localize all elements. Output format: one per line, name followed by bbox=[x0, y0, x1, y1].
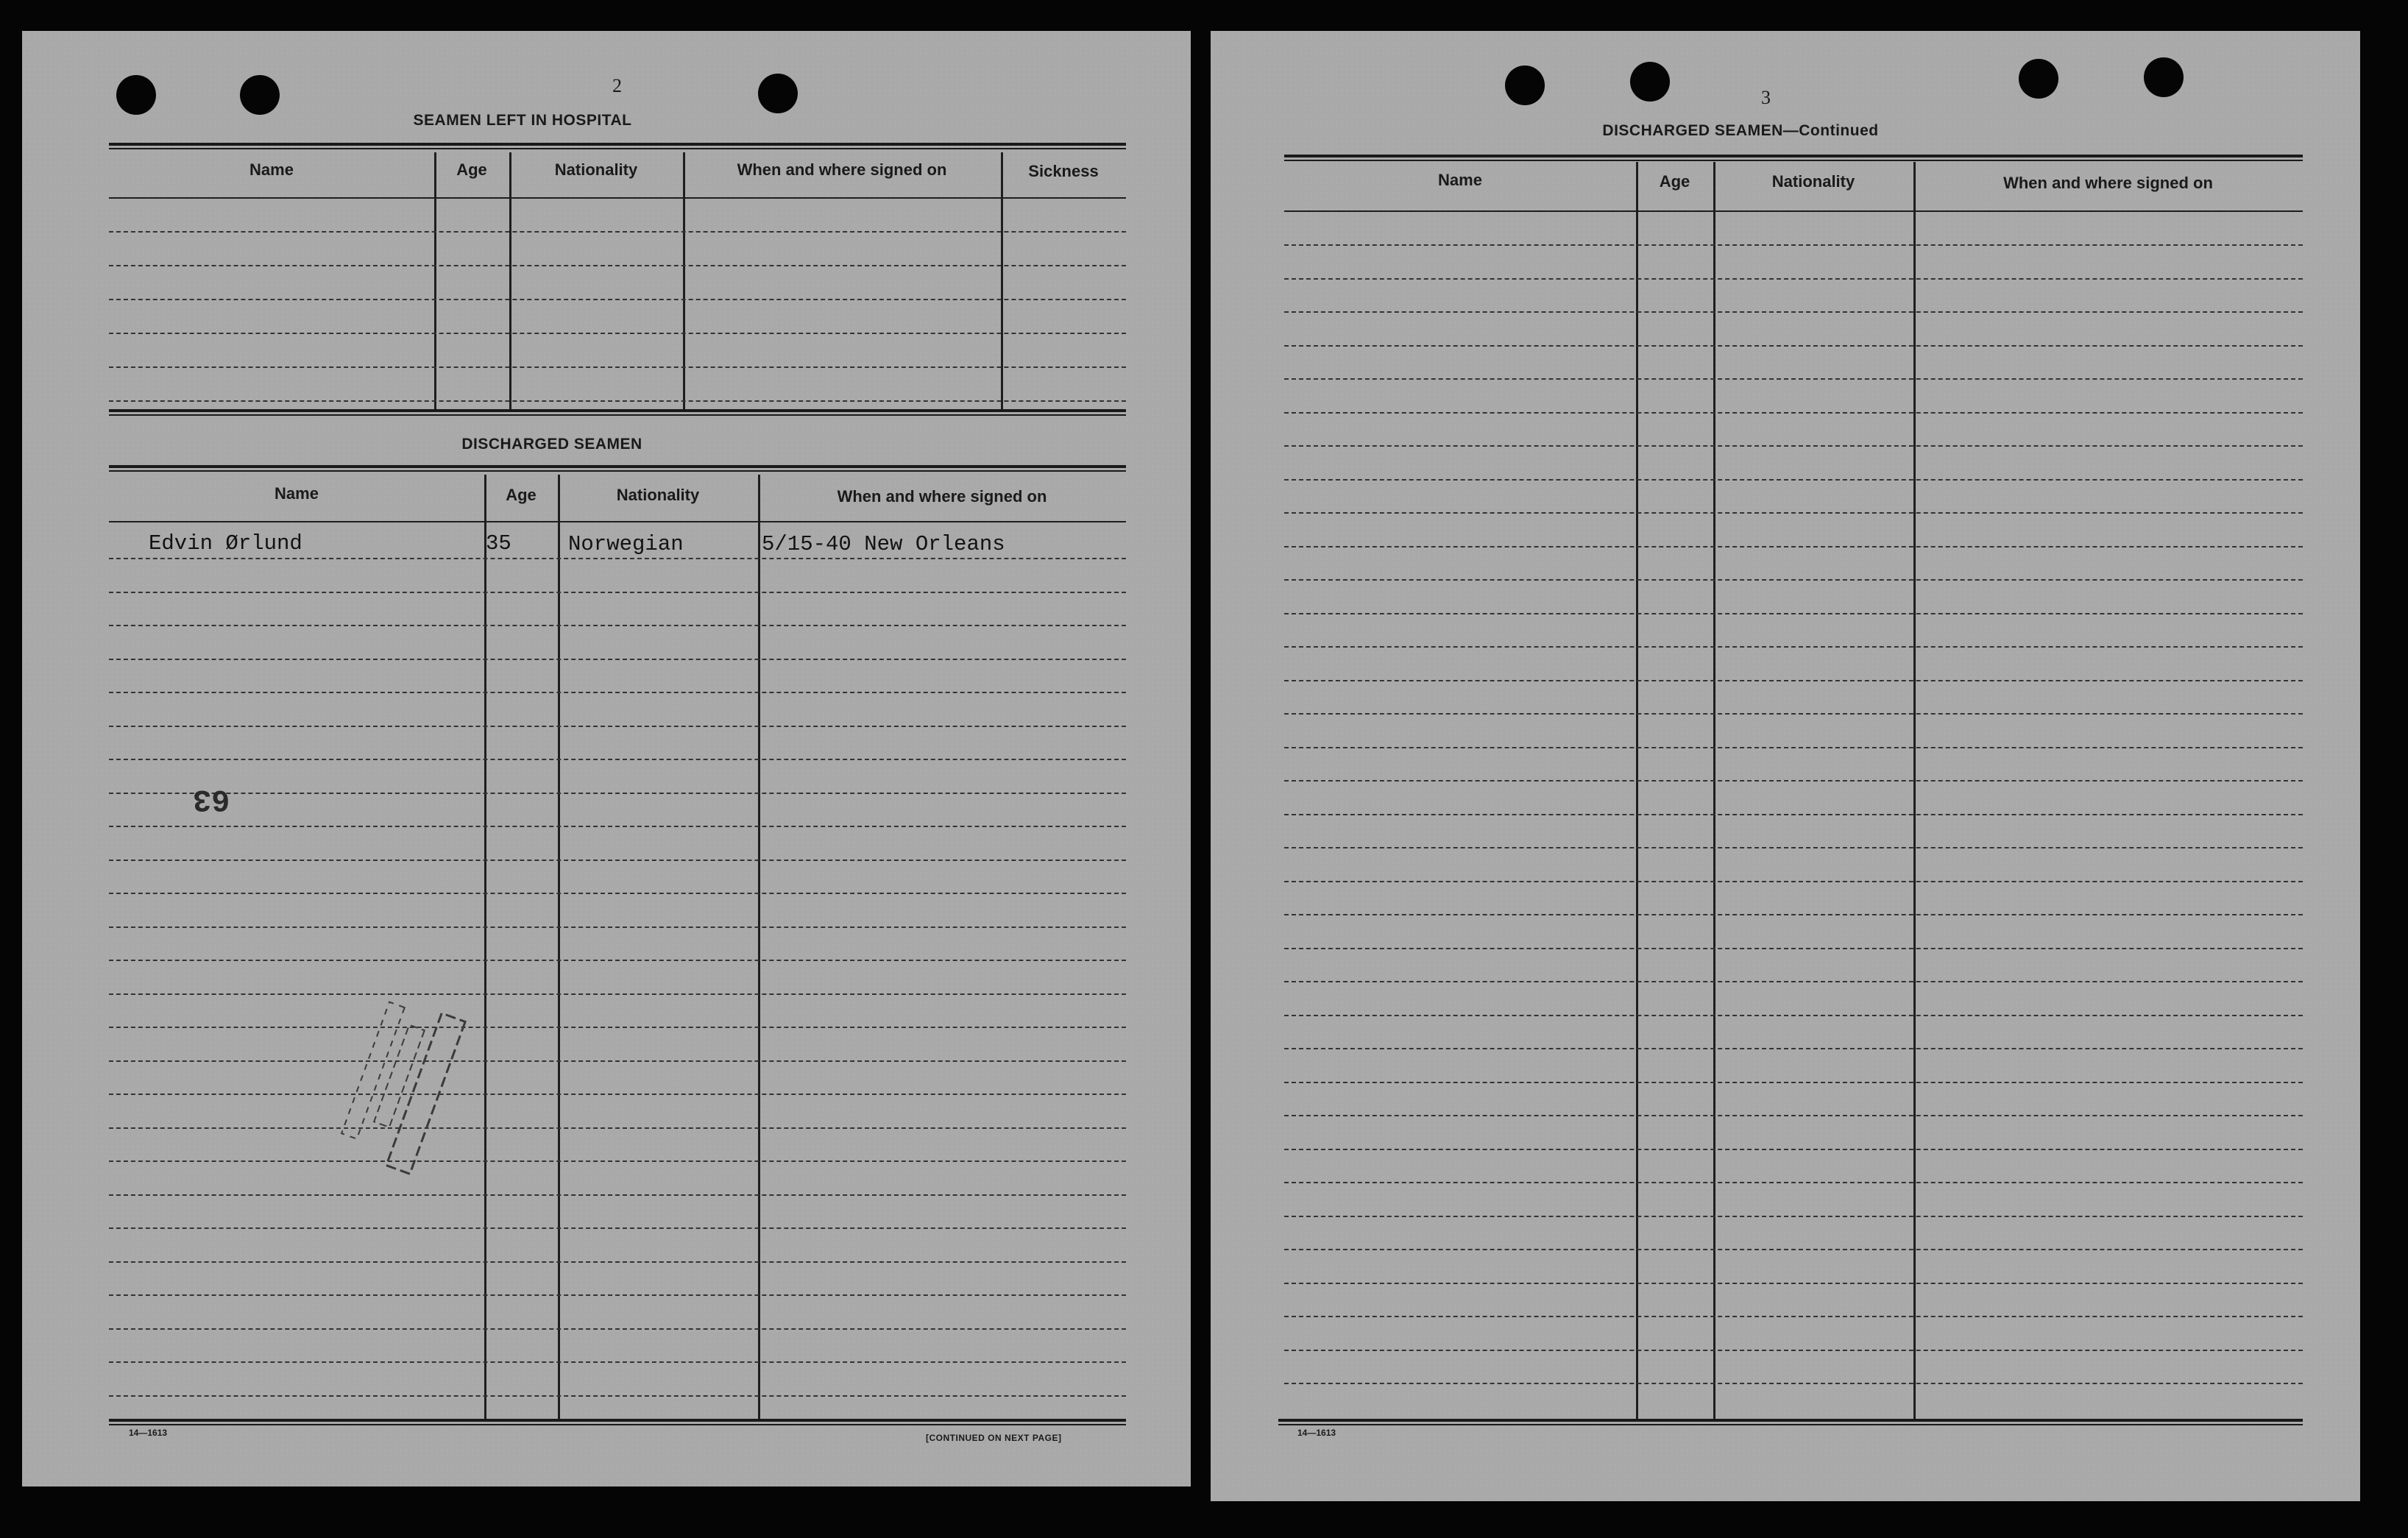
column-divider bbox=[758, 475, 760, 1419]
row-line bbox=[1284, 1082, 2303, 1083]
row-line bbox=[109, 366, 1126, 368]
row-line bbox=[109, 860, 1126, 861]
discharged-header-rule bbox=[109, 465, 1126, 472]
row-line bbox=[109, 926, 1126, 928]
row-line bbox=[1284, 981, 2303, 982]
column-header-name: Name bbox=[249, 160, 294, 179]
row-line bbox=[1284, 278, 2303, 280]
punch-hole bbox=[1630, 62, 1670, 102]
punch-hole bbox=[2144, 57, 2184, 97]
continued-note: [CONTINUED ON NEXT PAGE] bbox=[926, 1433, 1062, 1443]
row-line bbox=[1284, 646, 2303, 648]
row-line bbox=[109, 400, 1126, 402]
discharged-section-title: DISCHARGED SEAMEN bbox=[461, 436, 642, 453]
form-number: 14—1613 bbox=[1297, 1428, 1336, 1438]
right-page bbox=[1211, 31, 2360, 1501]
column-header-nationality: Nationality bbox=[1771, 172, 1855, 191]
header-bottom bbox=[1284, 210, 2303, 212]
hospital-header-rule bbox=[109, 143, 1126, 149]
row-line bbox=[1284, 412, 2303, 414]
row-line bbox=[1284, 881, 2303, 882]
row-line bbox=[1284, 713, 2303, 715]
row-line bbox=[109, 993, 1126, 995]
row-line bbox=[109, 826, 1126, 827]
hospital-section-title: SEAMEN LEFT IN HOSPITAL bbox=[413, 112, 632, 129]
hospital-bottom-rule bbox=[109, 409, 1126, 416]
row-line bbox=[109, 960, 1126, 961]
continued-section-title-main: DISCHARGED SEAMEN bbox=[1602, 122, 1783, 139]
column-header-signed-on: When and where signed on bbox=[2003, 174, 2213, 192]
row-line bbox=[109, 1328, 1126, 1330]
entry-signed-on: 5/15-40 New Orleans bbox=[762, 532, 1005, 556]
column-header-signed-on: When and where signed on bbox=[837, 487, 1047, 506]
row-line bbox=[109, 1027, 1126, 1028]
row-line bbox=[1284, 1283, 2303, 1284]
row-line bbox=[109, 1294, 1126, 1296]
row-line bbox=[109, 793, 1126, 794]
row-line bbox=[109, 726, 1126, 727]
entry-name: Edvin Ørlund bbox=[149, 531, 302, 556]
row-line bbox=[1284, 1015, 2303, 1016]
row-line bbox=[1284, 1048, 2303, 1049]
column-header-name: Name bbox=[1438, 171, 1482, 189]
header-rule bbox=[1284, 155, 2303, 161]
row-line bbox=[1284, 680, 2303, 681]
row-line bbox=[1284, 1149, 2303, 1150]
row-line bbox=[1284, 613, 2303, 614]
row-line bbox=[1284, 378, 2303, 380]
row-line bbox=[1284, 1316, 2303, 1317]
row-line bbox=[109, 231, 1126, 233]
row-line bbox=[1284, 512, 2303, 514]
row-line bbox=[1284, 948, 2303, 949]
row-line bbox=[1284, 1350, 2303, 1351]
entry-age: 35 bbox=[486, 531, 511, 556]
column-divider bbox=[1913, 162, 1916, 1420]
punch-hole bbox=[758, 74, 798, 113]
row-line bbox=[109, 299, 1126, 300]
bottom-rule bbox=[1278, 1419, 2303, 1425]
row-line bbox=[109, 333, 1126, 334]
row-line bbox=[109, 625, 1126, 626]
column-header-name: Name bbox=[275, 484, 319, 503]
row-line bbox=[109, 1160, 1126, 1162]
row-line bbox=[1284, 847, 2303, 848]
received-stamp bbox=[316, 976, 478, 1191]
stamp-number: 63 bbox=[193, 782, 230, 817]
punch-hole bbox=[1505, 65, 1545, 105]
column-header-nationality: Nationality bbox=[616, 486, 700, 504]
row-line bbox=[109, 1395, 1126, 1397]
row-line bbox=[1284, 345, 2303, 347]
punch-hole bbox=[240, 75, 280, 115]
continued-section-title bbox=[1557, 122, 1924, 140]
column-divider bbox=[1713, 162, 1715, 1420]
row-line bbox=[109, 1261, 1126, 1263]
column-divider bbox=[484, 475, 486, 1419]
punch-hole bbox=[2019, 59, 2058, 99]
page-number: 3 bbox=[1761, 87, 1771, 108]
row-line bbox=[109, 1094, 1126, 1095]
column-divider bbox=[558, 475, 560, 1419]
row-line bbox=[109, 1227, 1126, 1229]
row-line bbox=[1284, 1182, 2303, 1183]
column-divider bbox=[434, 152, 436, 410]
row-line bbox=[109, 893, 1126, 894]
column-header-nationality: Nationality bbox=[554, 160, 638, 179]
column-divider bbox=[509, 152, 511, 410]
row-line bbox=[1284, 1216, 2303, 1217]
column-header-age: Age bbox=[456, 160, 487, 179]
row-line bbox=[1284, 445, 2303, 447]
column-header-age: Age bbox=[1659, 172, 1690, 191]
row-line bbox=[109, 592, 1126, 593]
row-line bbox=[1284, 747, 2303, 748]
row-line bbox=[1284, 1249, 2303, 1250]
row-line bbox=[109, 265, 1126, 266]
row-line bbox=[109, 1361, 1126, 1363]
row-line bbox=[1284, 1383, 2303, 1384]
discharged-bottom-rule bbox=[109, 1419, 1126, 1425]
row-line bbox=[1284, 244, 2303, 246]
entry-nationality: Norwegian bbox=[568, 532, 684, 556]
row-line bbox=[1284, 311, 2303, 313]
row-line bbox=[1284, 1115, 2303, 1116]
column-divider bbox=[683, 152, 685, 410]
form-number: 14—1613 bbox=[129, 1428, 168, 1438]
continued-section-title-suffix: —Continued bbox=[1782, 122, 1879, 139]
row-line bbox=[109, 1194, 1126, 1196]
column-header-signed-on: When and where signed on bbox=[737, 160, 947, 179]
column-divider bbox=[1001, 152, 1003, 410]
received-stamp-mark bbox=[316, 976, 478, 1191]
hospital-header-bottom bbox=[109, 197, 1126, 199]
row-line bbox=[1284, 579, 2303, 581]
row-line bbox=[1284, 914, 2303, 915]
row-line bbox=[1284, 814, 2303, 815]
row-line bbox=[1284, 780, 2303, 782]
row-line bbox=[1284, 479, 2303, 481]
row-line bbox=[109, 759, 1126, 760]
row-line bbox=[109, 659, 1126, 660]
discharged-header-bottom bbox=[109, 521, 1126, 522]
column-header-age: Age bbox=[506, 486, 537, 504]
punch-hole bbox=[116, 75, 156, 115]
row-line bbox=[1284, 546, 2303, 547]
row-line bbox=[109, 1060, 1126, 1062]
row-line bbox=[109, 558, 1126, 559]
column-divider bbox=[1636, 162, 1638, 1420]
column-header-sickness: Sickness bbox=[1028, 162, 1099, 180]
row-line bbox=[109, 692, 1126, 693]
row-line bbox=[109, 1127, 1126, 1129]
page-number: 2 bbox=[612, 75, 622, 96]
left-page bbox=[22, 31, 1191, 1486]
